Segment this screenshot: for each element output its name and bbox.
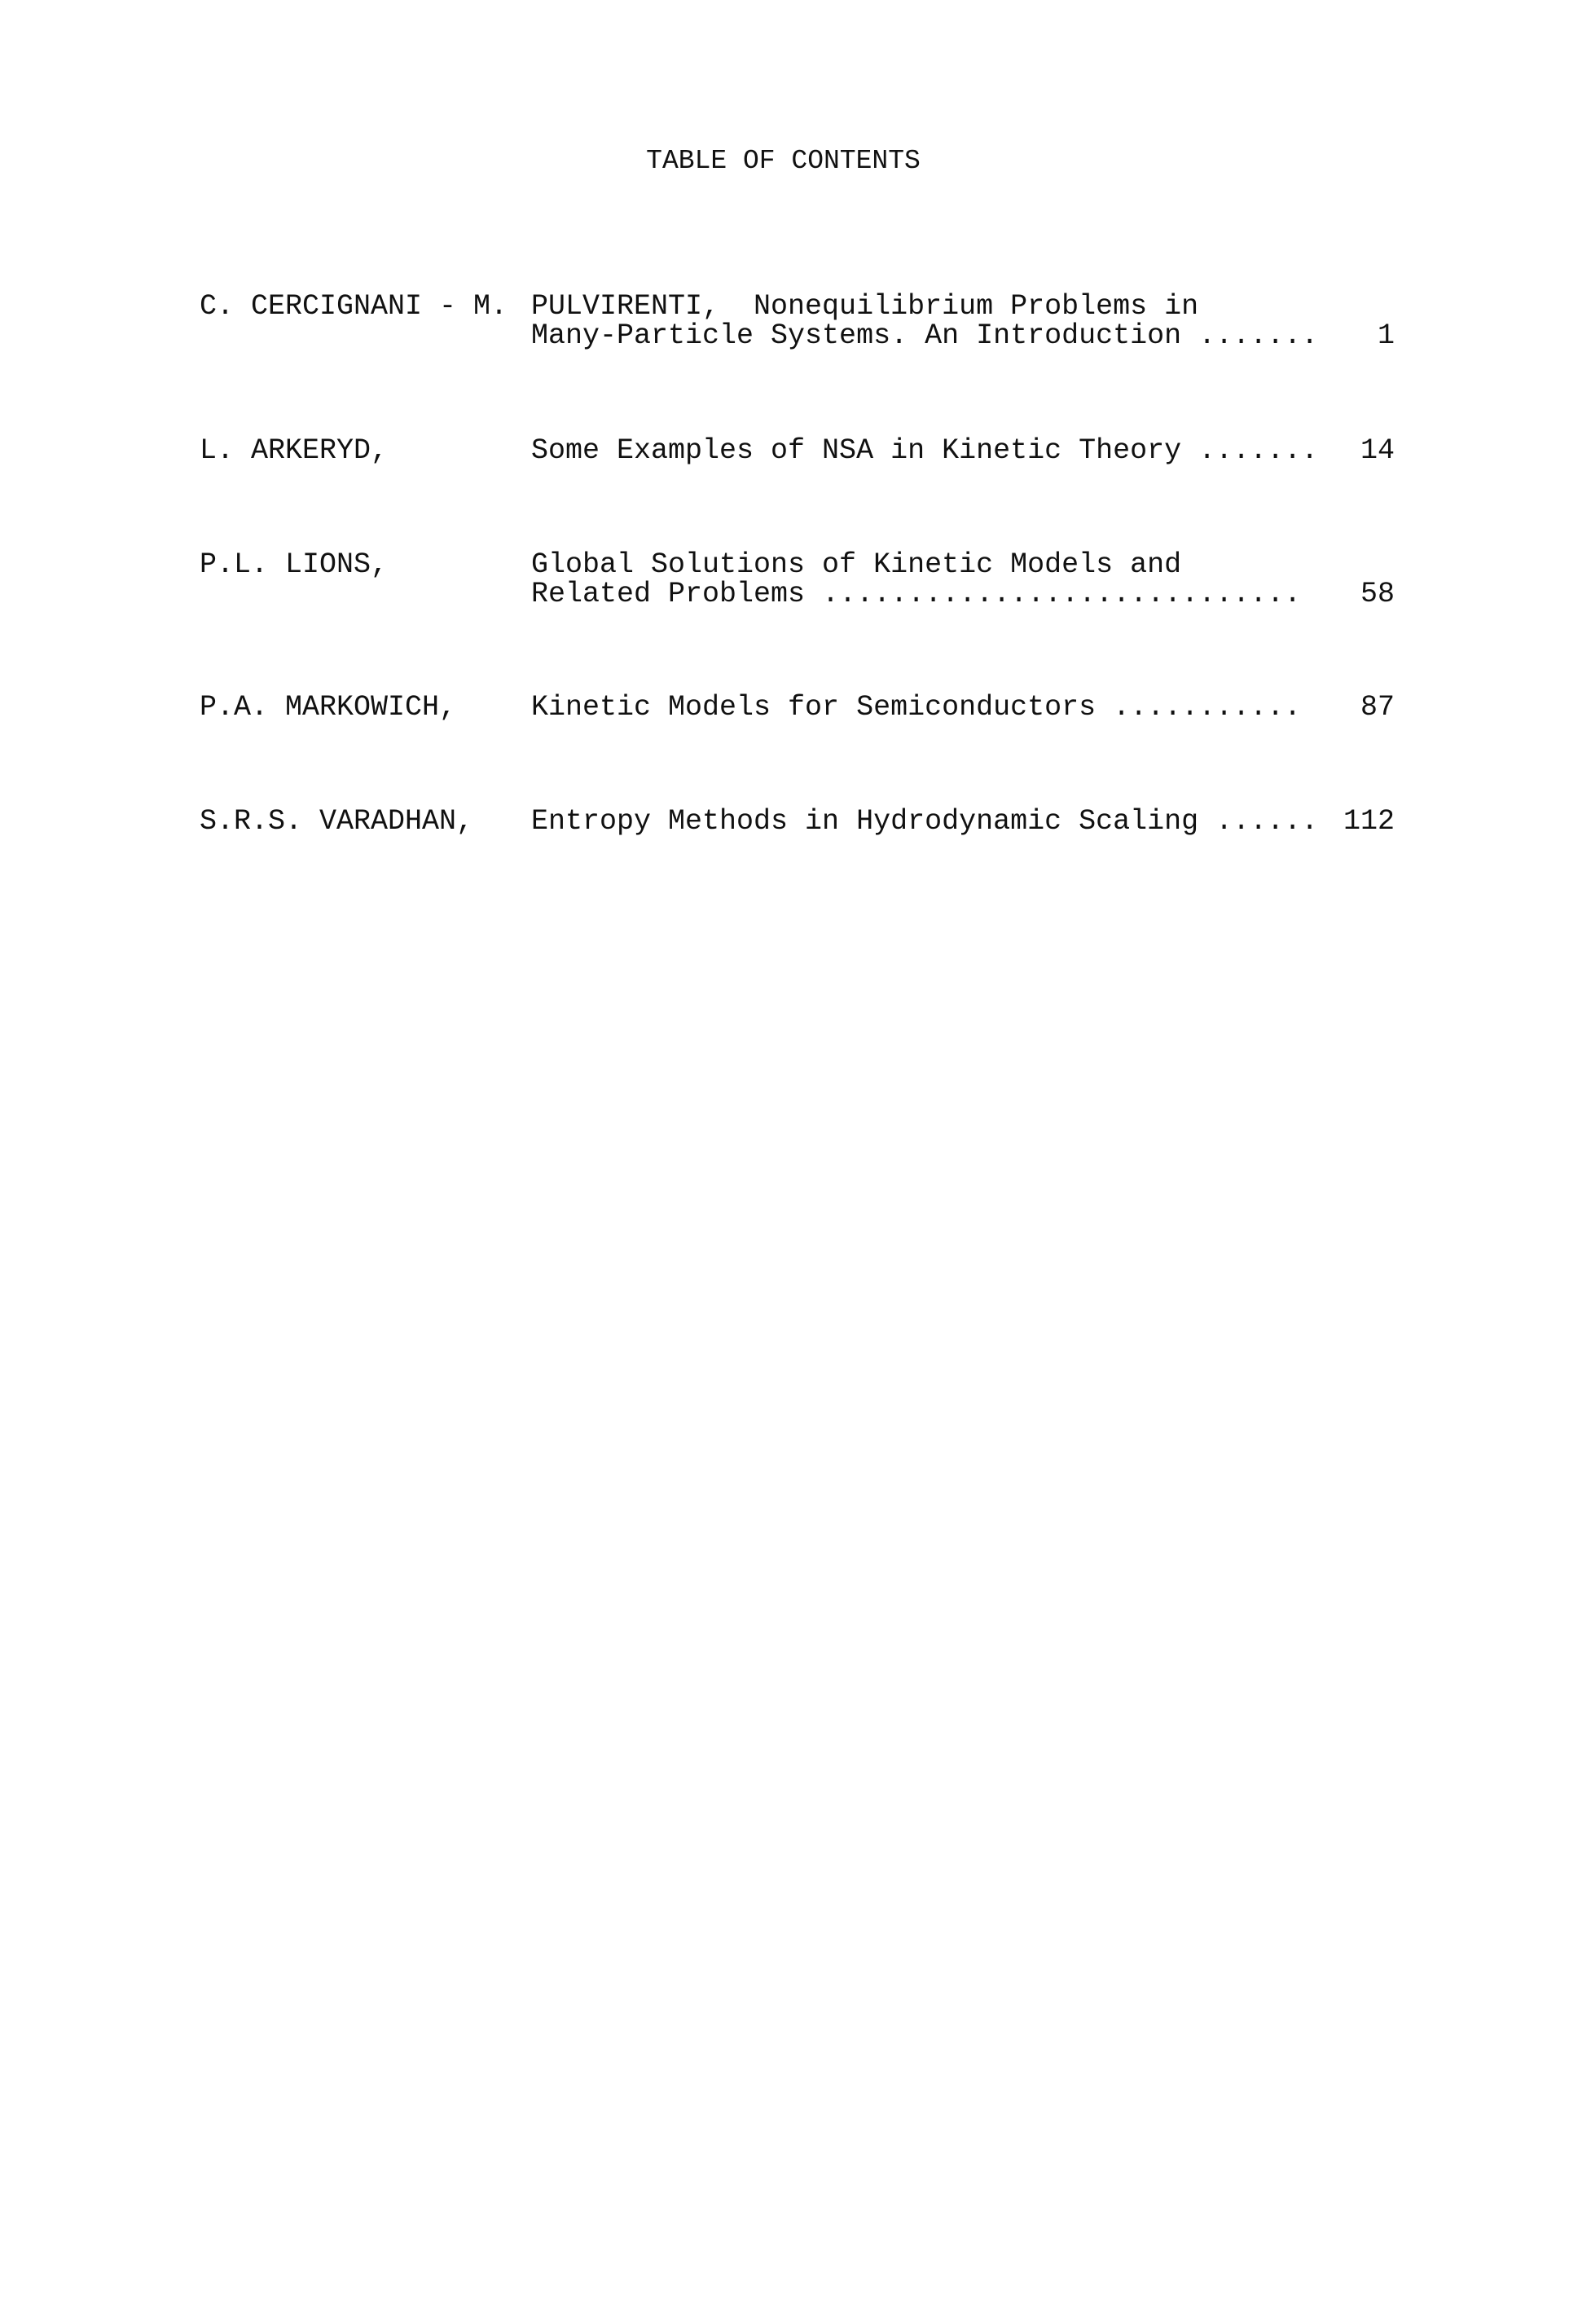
toc-entry-title-line: Related Problems ............................ [531, 578, 1302, 610]
toc-entry-author: S.R.S. VARADHAN, [200, 805, 474, 838]
toc-entry-page-number: 112 [1343, 805, 1395, 838]
toc-entry-page-number: 14 [1360, 434, 1395, 467]
toc-entry-title-line: PULVIRENTI, Nonequilibrium Problems in [531, 290, 1199, 323]
toc-entry-title-line: Some Examples of NSA in Kinetic Theory ....... [531, 434, 1319, 467]
toc-entry-author: L. ARKERYD, [200, 434, 389, 467]
toc-entry-title-line: Entropy Methods in Hydrodynamic Scaling ...... [531, 805, 1319, 838]
toc-entry-title-line: Kinetic Models for Semiconductors ........... [531, 691, 1302, 724]
toc-entry-title-line: Global Solutions of Kinetic Models and [531, 548, 1182, 581]
toc-entry-author: C. CERCIGNANI - M. [200, 290, 508, 323]
toc-entry-page-number: 87 [1360, 691, 1395, 724]
toc-entry-page-number: 58 [1360, 578, 1395, 610]
toc-entry-title-line: Many-Particle Systems. An Introduction ....... [531, 319, 1319, 352]
toc-entry-author: P.A. MARKOWICH, [200, 691, 457, 724]
toc-heading: TABLE OF CONTENTS [646, 146, 921, 176]
toc-entry-page-number: 1 [1377, 319, 1395, 352]
toc-entry-author: P.L. LIONS, [200, 548, 389, 581]
